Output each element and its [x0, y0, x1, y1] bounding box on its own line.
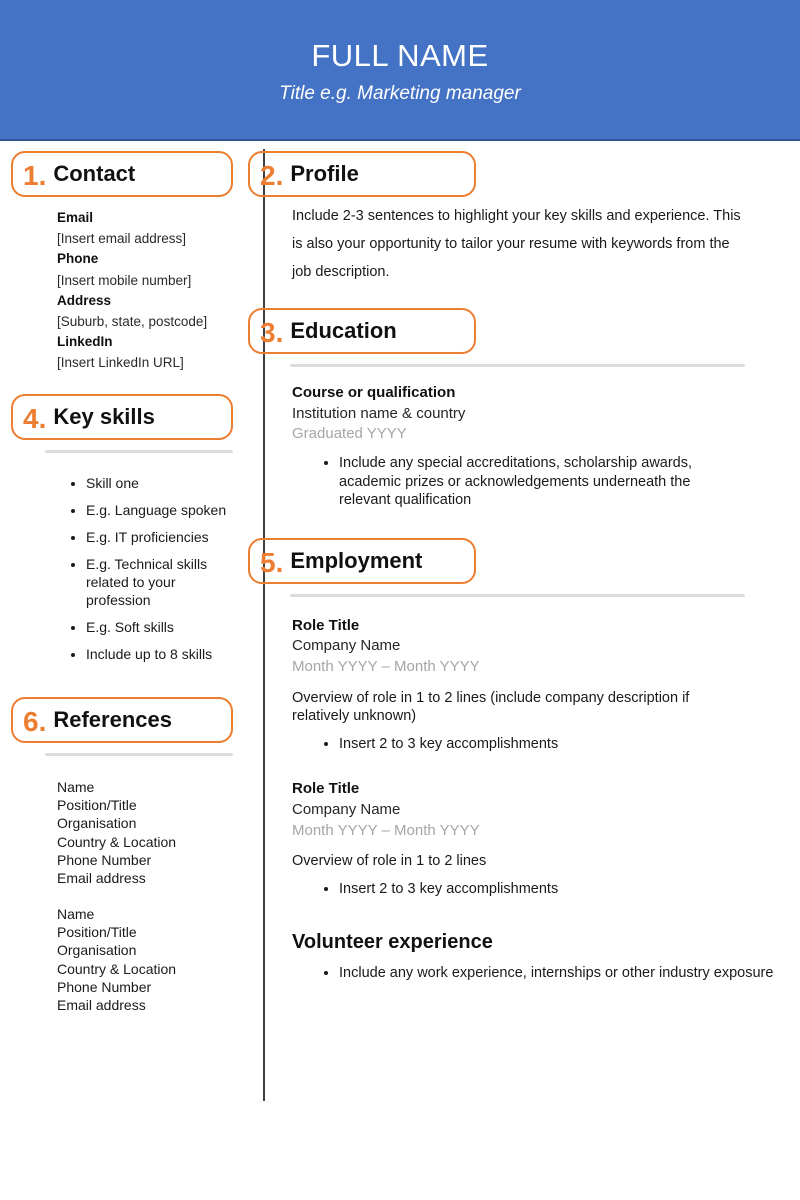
section-title-references: References — [53, 706, 172, 732]
contact-value-phone[interactable]: [Insert mobile number] — [57, 272, 192, 288]
list-item: • Insert 2 to 3 key accomplishments — [339, 880, 745, 901]
reference-position: Position/Title — [57, 796, 137, 813]
section-title-employment: Employment — [290, 547, 423, 573]
section-number-profile: 2. — [260, 160, 284, 191]
reference-location: Country & Location — [57, 960, 177, 977]
list-item: • E.g. IT proficiencies — [86, 529, 227, 556]
reference-email: Email address — [57, 870, 146, 887]
education-institution: Institution name & country — [292, 404, 466, 422]
employment-bullet-list — [292, 880, 745, 901]
education-graduation-year: Graduated YYYY — [292, 425, 407, 443]
section-header-references[interactable] — [11, 697, 233, 743]
education-entry — [292, 383, 745, 512]
list-item — [57, 329, 239, 370]
reference-name: Name — [57, 905, 95, 922]
section-number-employment: 5. — [260, 546, 284, 578]
contact-value-address[interactable]: [Suburb, state, postcode] — [57, 313, 208, 329]
employment-role-title: Role Title — [292, 616, 360, 634]
employment-company-name: Company Name — [292, 801, 401, 819]
resume-body — [0, 141, 800, 1200]
reference-phone: Phone Number — [57, 851, 152, 868]
volunteer-experience-title: Volunteer experience — [292, 930, 493, 953]
contact-label-linkedin: LinkedIn — [57, 334, 113, 350]
employment-role-overview: Overview of role in 1 to 2 lines — [292, 853, 487, 870]
section-rule-references — [45, 753, 233, 756]
section-header-education[interactable] — [248, 308, 476, 354]
section-number-key-skills: 4. — [23, 403, 47, 435]
section-header-key-skills[interactable] — [11, 394, 233, 440]
section-number-references: 6. — [23, 705, 47, 737]
page-title: FULL NAME — [311, 38, 489, 73]
contact-value-linkedin[interactable]: [Insert LinkedIn URL] — [57, 355, 184, 371]
section-title-profile: Profile — [290, 161, 359, 186]
section-number-contact: 1. — [23, 160, 47, 191]
section-title-contact: Contact — [53, 161, 136, 186]
reference-name: Name — [57, 778, 95, 795]
contact-label-email: Email — [57, 210, 94, 225]
employment-role-title: Role Title — [292, 780, 360, 798]
reference-organisation: Organisation — [57, 815, 137, 832]
reference-entry — [0, 778, 247, 888]
list-item: • E.g. Soft skills — [86, 619, 227, 646]
section-rule-employment — [290, 594, 745, 597]
employment-entry — [292, 616, 745, 756]
reference-organisation: Organisation — [57, 942, 137, 959]
resume-header-band — [0, 0, 800, 141]
section-header-employment[interactable] — [248, 538, 476, 584]
section-header-profile[interactable] — [248, 151, 476, 197]
list-item: • Insert 2 to 3 key accomplishments — [339, 735, 745, 756]
section-rule-education — [290, 364, 745, 367]
contact-value-email[interactable]: [Insert email address] — [57, 231, 187, 247]
profile-body-text: Include 2-3 sentences to highlight your key skills and experience. This is also your opportunity to tailor your resume with keywords from the job description. — [292, 208, 741, 280]
section-rule-key-skills — [45, 450, 233, 453]
employment-role-overview: Overview of role in 1 to 2 lines (include company description if relatively unknown) — [292, 689, 690, 725]
list-item — [57, 246, 239, 287]
list-item: • Include any special accreditations, scholarship awards, academic prizes or acknowledgements underneath the relevant qualification — [339, 454, 745, 512]
right-column — [247, 141, 800, 982]
list-item: • Skill one — [86, 475, 227, 502]
list-item — [57, 205, 239, 246]
employment-dates: Month YYYY – Month YYYY — [292, 658, 480, 676]
contact-field-list — [0, 205, 247, 370]
reference-location: Country & Location — [57, 833, 177, 850]
key-skills-list — [0, 475, 247, 672]
reference-email: Email address — [57, 997, 146, 1014]
employment-company-name: Company Name — [292, 637, 401, 655]
section-number-education: 3. — [260, 316, 284, 348]
list-item: • E.g. Technical skills related to your profession — [86, 556, 227, 619]
list-item — [57, 288, 239, 329]
list-item: • Include up to 8 skills — [86, 646, 227, 673]
contact-label-phone: Phone — [57, 251, 99, 267]
reference-phone: Phone Number — [57, 978, 152, 995]
list-item: • E.g. Language spoken — [86, 502, 227, 529]
section-title-key-skills: Key skills — [53, 404, 155, 430]
reference-position: Position/Title — [57, 923, 137, 940]
section-header-contact[interactable] — [11, 151, 233, 197]
reference-entry — [0, 905, 247, 1015]
employment-dates: Month YYYY – Month YYYY — [292, 821, 480, 839]
education-course-title: Course or qualification — [292, 383, 456, 401]
contact-label-address: Address — [57, 292, 112, 308]
employment-bullet-list — [292, 735, 745, 756]
employment-entry — [292, 779, 745, 900]
list-item: • Include any work experience, internships or other industry exposure — [339, 964, 780, 983]
job-title-subtitle: Title e.g. Marketing manager — [279, 83, 521, 105]
volunteer-bullet-list — [292, 964, 780, 983]
left-column — [0, 141, 247, 1015]
education-bullet-list — [292, 454, 745, 512]
section-title-education: Education — [290, 317, 397, 343]
